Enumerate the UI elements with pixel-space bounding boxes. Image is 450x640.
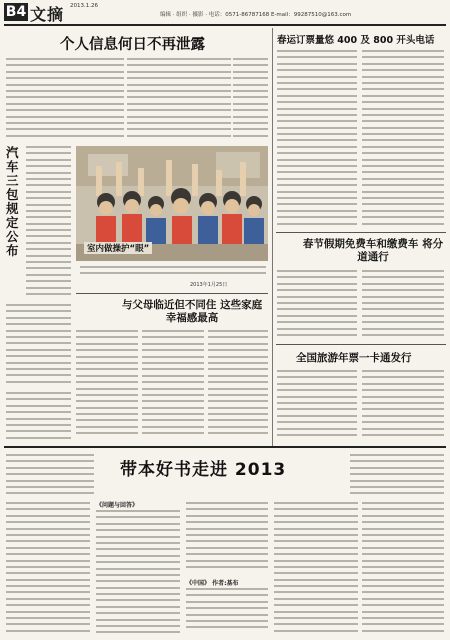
parents-col-3 xyxy=(208,330,268,440)
privacy-col-3 xyxy=(233,58,268,138)
photo-caption-lines xyxy=(80,266,266,280)
books-col-4 xyxy=(274,502,358,636)
books-subhead-1: 《问题与回答》 xyxy=(96,502,139,509)
classroom-photo xyxy=(76,146,268,261)
train-tickets-headline: 春运订票量悠 400 及 800 开头电话 xyxy=(277,35,435,46)
train-col-1 xyxy=(277,50,357,228)
parents-headline: 与父母临近但不同住 这些家庭幸福感最高 xyxy=(121,299,263,324)
holiday-col-2 xyxy=(362,270,444,340)
tourism-col-2 xyxy=(362,370,444,442)
books-col-5 xyxy=(362,502,444,636)
privacy-col-2 xyxy=(127,58,231,138)
sidebar-headline-box xyxy=(6,146,24,258)
issue-date: 2013.1.26 xyxy=(70,3,98,9)
section-rule xyxy=(4,446,446,448)
masthead-rule xyxy=(4,24,446,26)
column-divider xyxy=(272,28,273,448)
holiday-col-1 xyxy=(277,270,357,340)
privacy-headline: 个人信息何日不再泄露 xyxy=(60,37,205,53)
parents-col-2 xyxy=(142,330,204,440)
divider xyxy=(76,293,268,294)
books-subhead-2: 《中国》 作者:基布 xyxy=(186,580,239,587)
contacts-line: 编辑 · 组织 · 摄影 · 电话：0571-86787168 E-mail：99287510@163.com xyxy=(160,12,352,18)
books-col-3 xyxy=(186,502,268,574)
holiday-fee-headline: 春节假期免费车和缴费车 将分道通行 xyxy=(302,238,444,263)
tourism-col-1 xyxy=(277,370,357,442)
photo-overlay-label: 室内做操护“眼” xyxy=(84,242,152,254)
section-code: B4 xyxy=(5,4,27,20)
books-intro-text xyxy=(6,454,94,498)
section-title: 文摘 xyxy=(30,5,65,24)
train-col-2 xyxy=(362,50,444,228)
sidebar-headline: 汽车三包规定公布 xyxy=(6,145,19,258)
books-col-1 xyxy=(6,502,90,636)
left-lower-text xyxy=(6,392,71,442)
divider xyxy=(276,232,446,233)
books-headline: 带本好书走进 2013 xyxy=(120,460,287,480)
books-col-2 xyxy=(96,510,180,636)
books-col-3b xyxy=(186,588,268,636)
sidebar-text xyxy=(26,146,71,296)
sidebar-text-lower xyxy=(6,304,71,384)
books-intro-right xyxy=(350,454,444,498)
photo-caption: 2013年1月25日 xyxy=(190,282,228,288)
tourism-card-headline: 全国旅游年票一卡通发行 xyxy=(296,352,412,364)
parents-col-1 xyxy=(76,330,138,440)
privacy-col-1 xyxy=(6,58,124,138)
divider xyxy=(276,344,446,345)
